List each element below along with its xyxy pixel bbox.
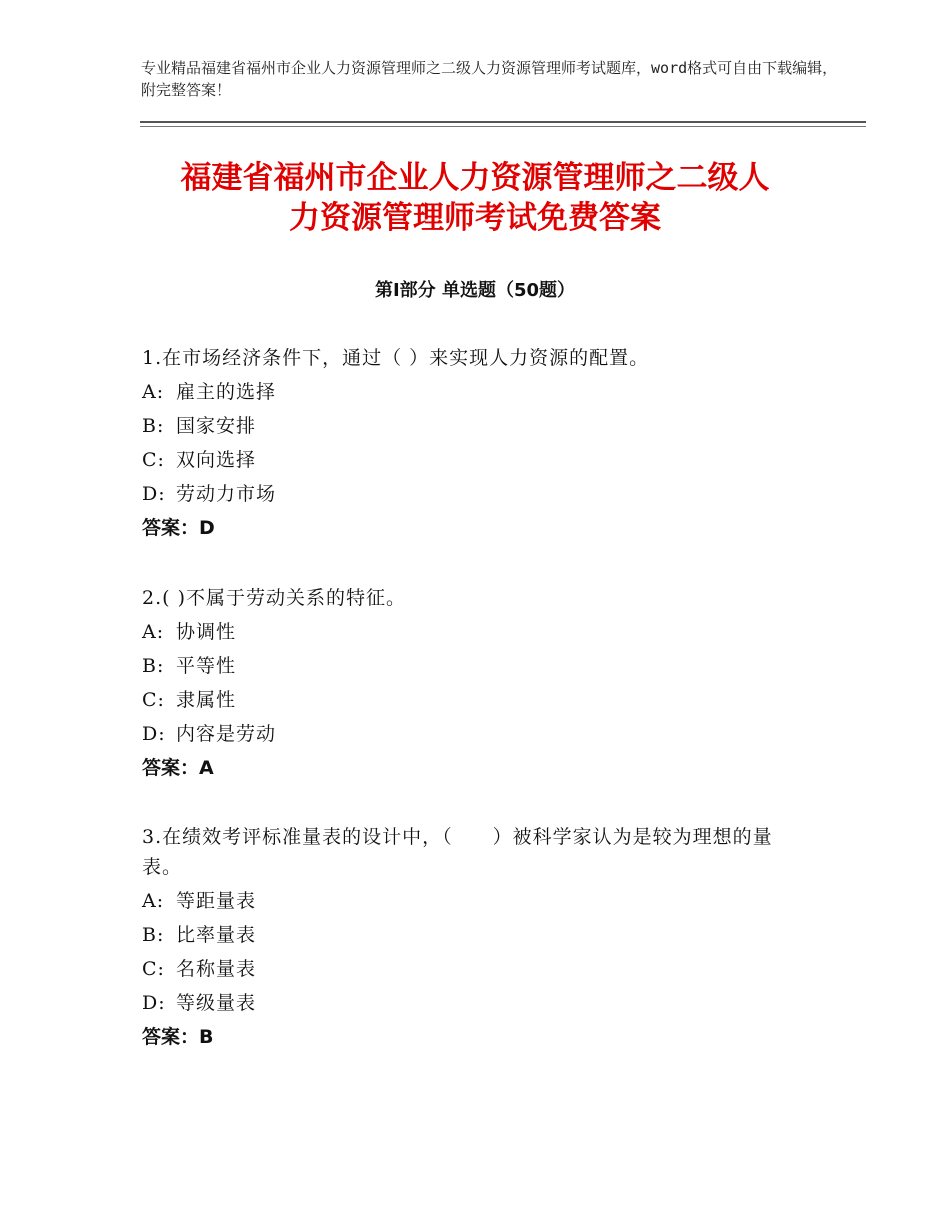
option-a <box>142 377 822 411</box>
option-text: 协调性 <box>176 621 237 643</box>
option-key: D: <box>142 483 166 505</box>
option-text: 等距量表 <box>176 890 257 912</box>
question-text: 2.( )不属于劳动关系的特征。 <box>142 587 406 609</box>
option-key: C: <box>142 689 165 711</box>
question-3 <box>142 822 822 1052</box>
option-key: D: <box>142 992 166 1014</box>
header-divider-thick <box>140 121 866 123</box>
answer: 答案：D <box>142 517 215 539</box>
option-text: 双向选择 <box>176 449 257 471</box>
question-1 <box>142 343 822 543</box>
option-d <box>142 988 822 1022</box>
question-text: 1.在市场经济条件下，通过（ ）来实现人力资源的配置。 <box>142 347 650 369</box>
section-title: 第Ⅰ部分 单选题（50题） <box>374 280 575 301</box>
option-c <box>142 445 822 479</box>
option-key: A: <box>142 381 165 403</box>
option-b <box>142 920 822 954</box>
option-a <box>142 617 822 651</box>
header-divider-thin <box>140 126 866 127</box>
option-key: A: <box>142 890 165 912</box>
option-key: D: <box>142 723 166 745</box>
question-2 <box>142 583 822 783</box>
answer: 答案：A <box>142 757 214 779</box>
option-key: B: <box>142 655 165 677</box>
document-title-line-1: 福建省福州市企业人力资源管理师之二级人 <box>180 160 770 196</box>
option-b <box>142 411 822 445</box>
option-text: 国家安排 <box>176 415 257 437</box>
option-text: 雇主的选择 <box>176 381 277 403</box>
option-text: 劳动力市场 <box>176 483 277 505</box>
option-key: B: <box>142 924 165 946</box>
option-text: 比率量表 <box>176 924 257 946</box>
option-key: B: <box>142 415 165 437</box>
option-a <box>142 886 822 920</box>
option-text: 平等性 <box>176 655 237 677</box>
option-text: 名称量表 <box>176 958 257 980</box>
question-text: 3.在绩效考评标准量表的设计中，（ ）被科学家认为是较为理想的量表。 <box>142 826 773 878</box>
option-text: 隶属性 <box>176 689 237 711</box>
option-text: 等级量表 <box>176 992 257 1014</box>
option-key: A: <box>142 621 165 643</box>
option-key: C: <box>142 449 165 471</box>
option-b <box>142 651 822 685</box>
option-key: C: <box>142 958 165 980</box>
document-title-line-2: 力资源管理师考试免费答案 <box>289 200 661 236</box>
option-text: 内容是劳动 <box>176 723 277 745</box>
document-title <box>100 158 850 238</box>
answer: 答案：B <box>142 1026 214 1048</box>
option-d <box>142 479 822 513</box>
option-c <box>142 685 822 719</box>
option-d <box>142 719 822 753</box>
option-c <box>142 954 822 988</box>
header-note: 专业精品福建省福州市企业人力资源管理师之二级人力资源管理师考试题库，word格式可自由下载编辑，附完整答案！ <box>141 59 838 99</box>
